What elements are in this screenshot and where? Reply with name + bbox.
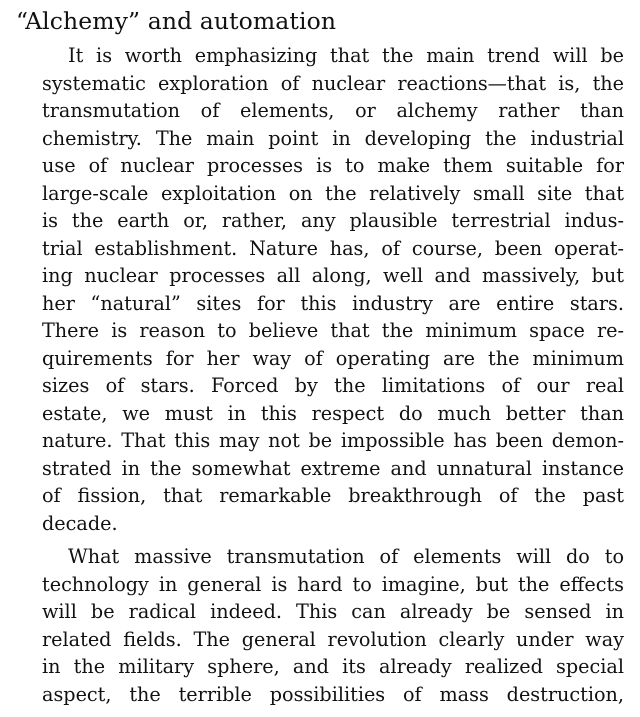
text-line: related fields. The general revolution clearly under way bbox=[42, 627, 624, 651]
text-line: trial establishment. Nature has, of course, been operat- bbox=[42, 236, 624, 260]
section-heading: “Alchemy” and automation bbox=[16, 7, 337, 35]
text-line: use of nuclear processes is to make them suitable for bbox=[42, 154, 624, 177]
paragraph-2 bbox=[16, 543, 624, 708]
text-line: strated in the somewhat extreme and unnatural instance bbox=[42, 456, 624, 480]
text-line: decade. bbox=[42, 511, 118, 535]
text-line: It is worth emphasizing that the main trend will be bbox=[68, 44, 624, 67]
text-line: nature. That this may not be impossible has been demon- bbox=[42, 429, 624, 452]
text-line: technology in general is hard to imagine, but the effects bbox=[42, 572, 624, 596]
text-line: chemistry. The main point in developing the industrial bbox=[42, 126, 624, 150]
text-line: ing nuclear processes all along, well and massively, but bbox=[42, 264, 624, 287]
text-line: estate, we must in this respect do much better than bbox=[42, 401, 624, 425]
document-page bbox=[16, 6, 624, 708]
text-line: quirements for her way of operating are the minimum bbox=[42, 346, 624, 370]
text-line: transmutation of elements, or alchemy rather than bbox=[42, 99, 624, 122]
text-line: sizes of stars. Forced by the limitations of our real bbox=[42, 374, 624, 397]
text-line: systematic exploration of nuclear reactions—that is, the bbox=[42, 71, 624, 95]
text-line: of fission, that remarkable breakthrough of the past bbox=[42, 484, 624, 507]
text-line: is the earth or, rather, any plausible terrestrial indus- bbox=[42, 209, 624, 232]
paragraph-1 bbox=[16, 42, 624, 537]
text-line: aspect, the terrible possibilities of mass destruction, bbox=[42, 682, 624, 706]
text-line: What massive transmutation of elements will do to bbox=[68, 545, 624, 568]
text-line: will be radical indeed. This can already be sensed in bbox=[42, 600, 624, 623]
text-line: There is reason to believe that the minimum space re- bbox=[42, 319, 624, 342]
text-line: her “natural” sites for this industry are entire stars. bbox=[42, 291, 624, 315]
text-line: in the military sphere, and its already realized special bbox=[42, 655, 624, 678]
text-line: large-scale exploitation on the relatively small site that bbox=[42, 181, 624, 205]
